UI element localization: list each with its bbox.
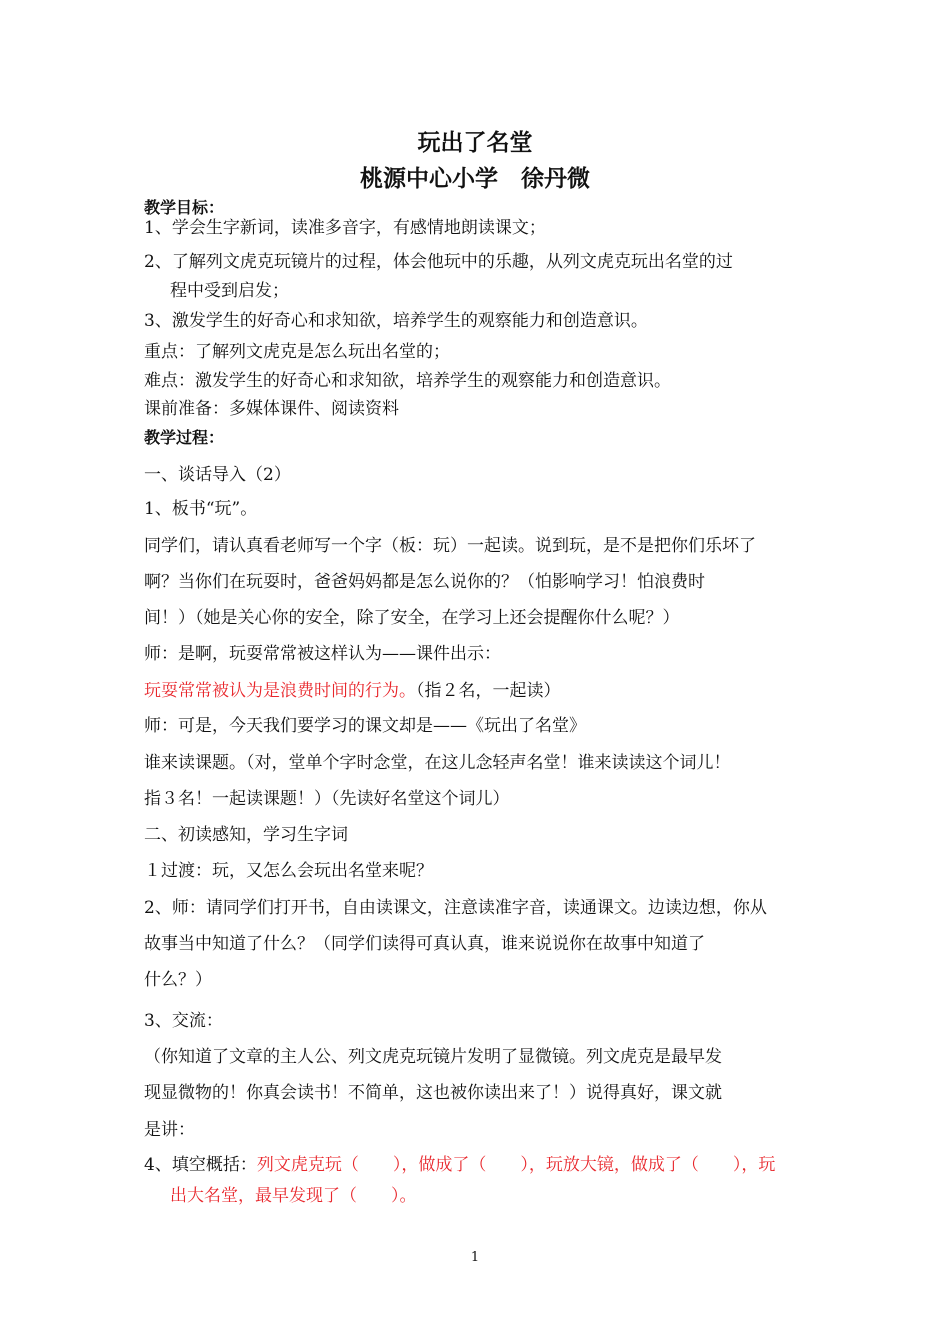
difficulty: 难点：激发学生的好奇心和求知欲，培养学生的观察能力和创造意识。 bbox=[144, 371, 671, 391]
document-subtitle: 桃源中心小学 徐丹微 bbox=[360, 166, 590, 192]
goal-2-line-1: 2、了解列文虎克玩镜片的过程，体会他玩中的乐趣，从列文虎克玩出名堂的过 bbox=[144, 252, 733, 272]
fill-blank-text-line-1: 列文虎克玩（ ），做成了（ ），玩放大镜，做成了（ ），玩 bbox=[256, 1155, 776, 1175]
paragraph-4: 师：可是，今天我们要学习的课文却是——《玩出了名堂》 bbox=[144, 716, 586, 736]
goal-1: 1、学会生字新词，读准多音字，有感情地朗读课文； bbox=[144, 218, 546, 238]
step-1-1: 1、板书“玩”。 bbox=[144, 499, 258, 519]
paragraph-3 bbox=[144, 681, 561, 701]
fill-blank-label: 4、填空概括： bbox=[144, 1155, 257, 1175]
goals-heading: 教学目标： bbox=[144, 198, 225, 217]
paragraph-2: 师：是啊，玩耍常常被这样认为——课件出示： bbox=[144, 644, 501, 664]
paragraph-1-line-3: 间！）（她是关心你的安全，除了安全，在学习上还会提醒你什么呢？） bbox=[144, 608, 680, 628]
paragraph-1-line-1: 同学们，请认真看老师写一个字（板：玩）一起读。说到玩，是不是把你们乐坏了 bbox=[144, 536, 756, 556]
step-2-2-line-1: 2、师：请同学们打开书，自由读课文，注意读准字音，读通课文。边读边想，你从 bbox=[144, 898, 767, 918]
document-title: 玩出了名堂 bbox=[417, 130, 533, 156]
step-2-3: 3、交流： bbox=[144, 1011, 223, 1031]
paragraph-6-line-1: （你知道了文章的主人公、列文虎克玩镜片发明了显微镜。列文虎克是最早发 bbox=[144, 1047, 722, 1067]
preparation: 课前准备：多媒体课件、阅读资料 bbox=[144, 399, 399, 419]
fill-blank-text-line-2: 出大名堂，最早发现了（ ）。 bbox=[170, 1186, 417, 1206]
section-2-heading: 二、初读感知，学习生字词 bbox=[144, 825, 348, 845]
step-2-1: １过渡：玩，又怎么会玩出名堂来呢？ bbox=[144, 861, 433, 881]
step-2-2-line-2: 故事当中知道了什么？（同学们读得可真认真，谁来说说你在故事中知道了 bbox=[144, 934, 705, 954]
step-2-2-line-3: 什么？） bbox=[144, 970, 212, 990]
goal-2-line-2: 程中受到启发； bbox=[170, 281, 289, 301]
paragraph-5-line-2: 指３名！一起读课题！）（先读好名堂这个词儿） bbox=[144, 789, 510, 809]
goal-3: 3、激发学生的好奇心和求知欲，培养学生的观察能力和创造意识。 bbox=[144, 311, 648, 331]
key-point: 重点：了解列文虎克是怎么玩出名堂的； bbox=[144, 342, 450, 362]
highlighted-sentence: 玩耍常常被认为是浪费时间的行为。 bbox=[144, 681, 416, 701]
page-number: 1 bbox=[470, 1250, 480, 1265]
step-2-4 bbox=[144, 1155, 775, 1175]
section-1-heading: 一、谈话导入（2） bbox=[144, 465, 291, 485]
reading-note: （指２名，一起读） bbox=[416, 681, 561, 701]
process-heading: 教学过程： bbox=[144, 428, 225, 447]
paragraph-6-line-3: 是讲： bbox=[144, 1120, 195, 1140]
paragraph-5-line-1: 谁来读课题。（对，堂单个字时念堂，在这儿念轻声名堂！谁来读读这个词儿！ bbox=[144, 753, 731, 773]
paragraph-6-line-2: 现显微物的！你真会读书！不简单，这也被你读出来了！）说得真好，课文就 bbox=[144, 1083, 722, 1103]
paragraph-1-line-2: 啊？当你们在玩耍时，爸爸妈妈都是怎么说你的？（怕影响学习！怕浪费时 bbox=[144, 572, 705, 592]
